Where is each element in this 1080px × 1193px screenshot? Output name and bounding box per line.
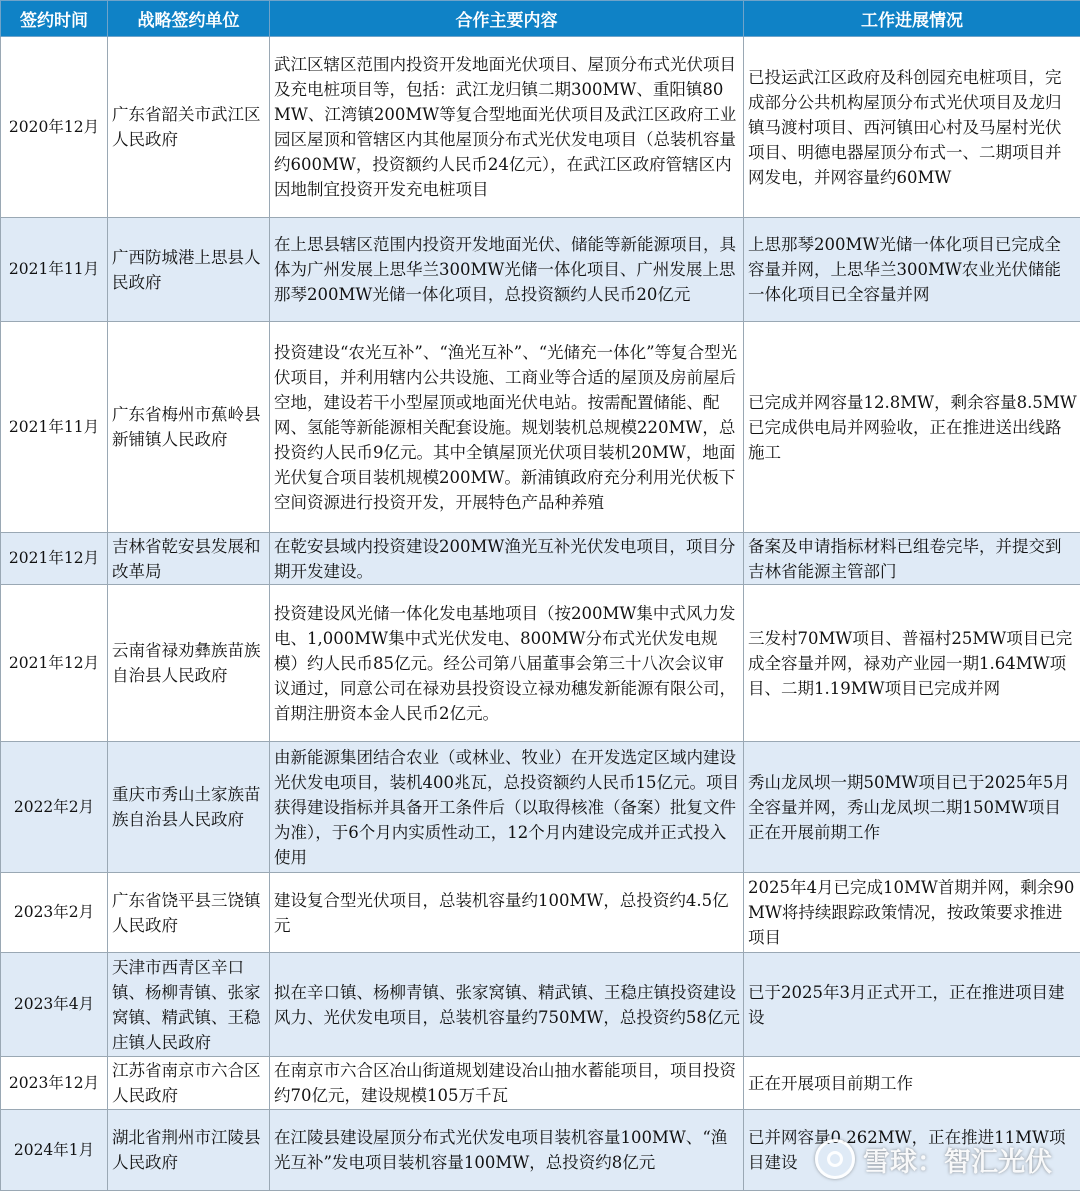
cell-date: 2021年12月	[1, 533, 108, 585]
cell-progress: 秀山龙凤坝一期50MW项目已于2025年5月全容量并网，秀山龙凤坝二期150MW项目正在开展前期工作	[744, 742, 1080, 873]
cell-content: 拟在辛口镇、杨柳青镇、张家窝镇、精武镇、王稳庄镇投资建设风力、光伏发电项目，总装机容量约750MW，总投资约58亿元	[270, 953, 744, 1057]
cell-progress: 已于2025年3月正式开工，正在推进项目建设	[744, 953, 1080, 1057]
table-row	[1, 322, 1080, 533]
watermark-text: 雪球：智汇光伏	[863, 1146, 1052, 1178]
cell-date: 2021年11月	[1, 218, 108, 322]
cell-content: 由新能源集团结合农业（或林业、牧业）在开发选定区域内建设光伏发电项目，装机400兆瓦，总投资额约人民币15亿元。项目获得建设指标并具备开工条件后（以取得核准（备案）批复文件为准），于6个月内实质性动工，12个月内建设完成并正式投入使用	[270, 742, 744, 873]
table-row	[1, 218, 1080, 322]
header-progress: 工作进展情况	[744, 1, 1080, 37]
cell-progress: 上思那琴200MW光储一体化项目已完成全容量并网，上思华兰300MW农业光伏储能一体化项目已全容量并网	[744, 218, 1080, 322]
table-row	[1, 873, 1080, 953]
cell-unit: 重庆市秀山土家族苗族自治县人民政府	[108, 742, 270, 873]
cell-progress: 2025年4月已完成10MW首期并网，剩余90MW将持续跟踪政策情况，按政策要求推进项目	[744, 873, 1080, 953]
table-row	[1, 953, 1080, 1057]
cell-unit: 湖北省荆州市江陵县人民政府	[108, 1110, 270, 1191]
header-main-content: 合作主要内容	[270, 1, 744, 37]
table-header-row	[1, 1, 1080, 37]
cell-date: 2023年12月	[1, 1057, 108, 1110]
cell-unit: 江苏省南京市六合区人民政府	[108, 1057, 270, 1110]
table-row	[1, 533, 1080, 585]
cell-unit: 广东省梅州市蕉岭县新铺镇人民政府	[108, 322, 270, 533]
cell-content: 建设复合型光伏项目，总装机容量约100MW，总投资约4.5亿元	[270, 873, 744, 953]
cell-progress: 备案及申请指标材料已组卷完毕，并提交到吉林省能源主管部门	[744, 533, 1080, 585]
table-row	[1, 742, 1080, 873]
cell-content: 武江区辖区范围内投资开发地面光伏项目、屋顶分布式光伏项目及充电桩项目等，包括：武江龙归镇二期300MW、重阳镇80MW、江湾镇200MW等复合型地面光伏项目及武江区政府工业园区屋顶和管辖区内其他屋顶分布式光伏发电项目（总装机容量约600MW，投资额约人民币24亿元），在武江区政府管辖区内因地制宜投资开发充电桩项目	[270, 37, 744, 218]
cell-unit: 云南省禄劝彝族苗族自治县人民政府	[108, 585, 270, 742]
cell-unit: 吉林省乾安县发展和改革局	[108, 533, 270, 585]
cell-progress: 已并网容量0.262MW，正在推进11MW项目建设	[744, 1110, 1080, 1191]
cell-date: 2020年12月	[1, 37, 108, 218]
cell-content: 投资建设“农光互补”、“渔光互补”、“光储充一体化”等复合型光伏项目，并利用辖内公共设施、工商业等合适的屋顶及房前屋后空地，建设若干小型屋顶或地面光伏电站。按需配置储能、配网、氢能等新能源相关配套设施。规划装机总规模220MW，总投资约人民币9亿元。其中全镇屋顶光伏项目装机20MW，地面光伏复合项目装机规模200MW。新浦镇政府充分利用光伏板下空间资源进行投资开发，开展特色产品种养殖	[270, 322, 744, 533]
cell-unit: 天津市西青区辛口镇、杨柳青镇、张家窝镇、精武镇、王稳庄镇人民政府	[108, 953, 270, 1057]
cell-progress: 已投运武江区政府及科创园充电桩项目，完成部分公共机构屋顶分布式光伏项目及龙归镇马渡村项目、西河镇田心村及马屋村光伏项目、明德电器屋顶分布式一、二期项目并网发电，并网容量约60MW	[744, 37, 1080, 218]
cell-progress: 正在开展项目前期工作	[744, 1057, 1080, 1110]
cell-content: 在江陵县建设屋顶分布式光伏发电项目装机容量100MW、“渔光互补”发电项目装机容量100MW，总投资约8亿元	[270, 1110, 744, 1191]
cell-date: 2022年2月	[1, 742, 108, 873]
cell-date: 2021年11月	[1, 322, 108, 533]
table-row	[1, 1057, 1080, 1110]
cell-progress: 已完成并网容量12.8MW，剩余容量8.5MW已完成供电局并网验收，正在推进送出线路施工	[744, 322, 1080, 533]
cell-date: 2023年4月	[1, 953, 108, 1057]
cell-unit: 广西防城港上思县人民政府	[108, 218, 270, 322]
cell-content: 在南京市六合区冶山街道规划建设冶山抽水蓄能项目，项目投资约70亿元，建设规模105万千瓦	[270, 1057, 744, 1110]
cell-content: 在上思县辖区范围内投资开发地面光伏、储能等新能源项目，具体为广州发展上思华兰300MW光储一体化项目、广州发展上思那琴200MW光储一体化项目，总投资额约人民币20亿元	[270, 218, 744, 322]
cell-content: 投资建设风光储一体化发电基地项目（按200MW集中式风力发电、1,000MW集中式光伏发电、800MW分布式光伏发电规模）约人民币85亿元。经公司第八届董事会第三十八次会议审议通过，同意公司在禄劝县投资设立禄劝穗发新能源有限公司，首期注册资本金人民币2亿元。	[270, 585, 744, 742]
cell-content: 在乾安县域内投资建设200MW渔光互补光伏发电项目，项目分期开发建设。	[270, 533, 744, 585]
table-row	[1, 585, 1080, 742]
cell-date: 2021年12月	[1, 585, 108, 742]
cell-date: 2023年2月	[1, 873, 108, 953]
cell-progress: 三发村70MW项目、普福村25MW项目已完成全容量并网，禄劝产业园一期1.64MW项目、二期1.19MW项目已完成并网	[744, 585, 1080, 742]
cell-unit: 广东省饶平县三饶镇人民政府	[108, 873, 270, 953]
table-row	[1, 37, 1080, 218]
cell-unit: 广东省韶关市武江区人民政府	[108, 37, 270, 218]
header-signing-unit: 战略签约单位	[108, 1, 270, 37]
cell-date: 2024年1月	[1, 1110, 108, 1191]
header-sign-date: 签约时间	[1, 1, 108, 37]
table-row	[1, 1110, 1080, 1191]
